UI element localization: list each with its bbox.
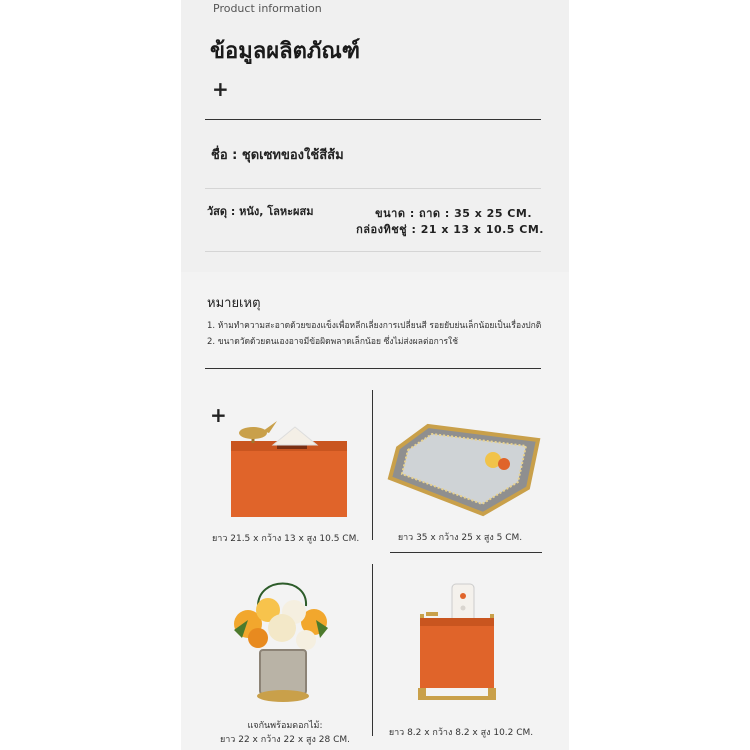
size-tissue-box: กล่องทิชชู่ : 21 x 13 x 10.5 CM. [356, 223, 544, 236]
note-item: 1. ห้ามทำความสะอาดด้วยของแข็งเพื่อหลีกเลี่ยงการเปลี่ยนสี รอยยับย่นเล็กน้อยเป็นเรื่องปกติ [207, 321, 542, 331]
size-tray: ขนาด : ถาด : 35 x 25 CM. [375, 207, 532, 220]
product-material: วัสดุ : หนัง, โลหะผสม [207, 205, 314, 218]
flower-vase-image [228, 576, 336, 708]
remote-holder-image [412, 578, 502, 708]
note-item: 2. ขนาดวัดด้วยตนเองอาจมีข้อผิดพลาดเล็กน้อย ซึ่งไม่ส่งผลต่อการใช้ [207, 337, 458, 347]
tissue-box-image [225, 415, 350, 520]
section-subtitle: Product information [213, 2, 322, 15]
product-caption: ยาว 35 x กว้าง 25 x สูง 5 CM. [397, 533, 523, 543]
title-divider [205, 119, 541, 120]
grid-vertical-divider [372, 390, 373, 540]
plus-icon: + [210, 403, 227, 427]
grid-vertical-divider [372, 564, 373, 736]
product-caption-line2: ยาว 22 x กว้าง 22 x สูง 28 CM. [219, 735, 351, 745]
row-divider [205, 188, 541, 189]
page-title: ข้อมูลผลิตภัณฑ์ [210, 39, 361, 64]
product-caption: ยาว 21.5 x กว้าง 13 x สูง 10.5 CM. [212, 534, 360, 544]
product-name: ชื่อ : ชุดเซทของใช้สีส้ม [211, 148, 344, 163]
product-caption-line1: แจกันพร้อมดอกไม้: [247, 721, 323, 731]
notes-title: หมายเหตุ [207, 296, 261, 311]
row-divider [205, 251, 541, 252]
notes-divider [205, 368, 541, 369]
plus-icon: + [212, 77, 229, 101]
grid-horizontal-divider [390, 552, 542, 553]
product-caption: ยาว 8.2 x กว้าง 8.2 x สูง 10.2 CM. [388, 728, 534, 738]
mirror-tray-image [388, 418, 543, 518]
